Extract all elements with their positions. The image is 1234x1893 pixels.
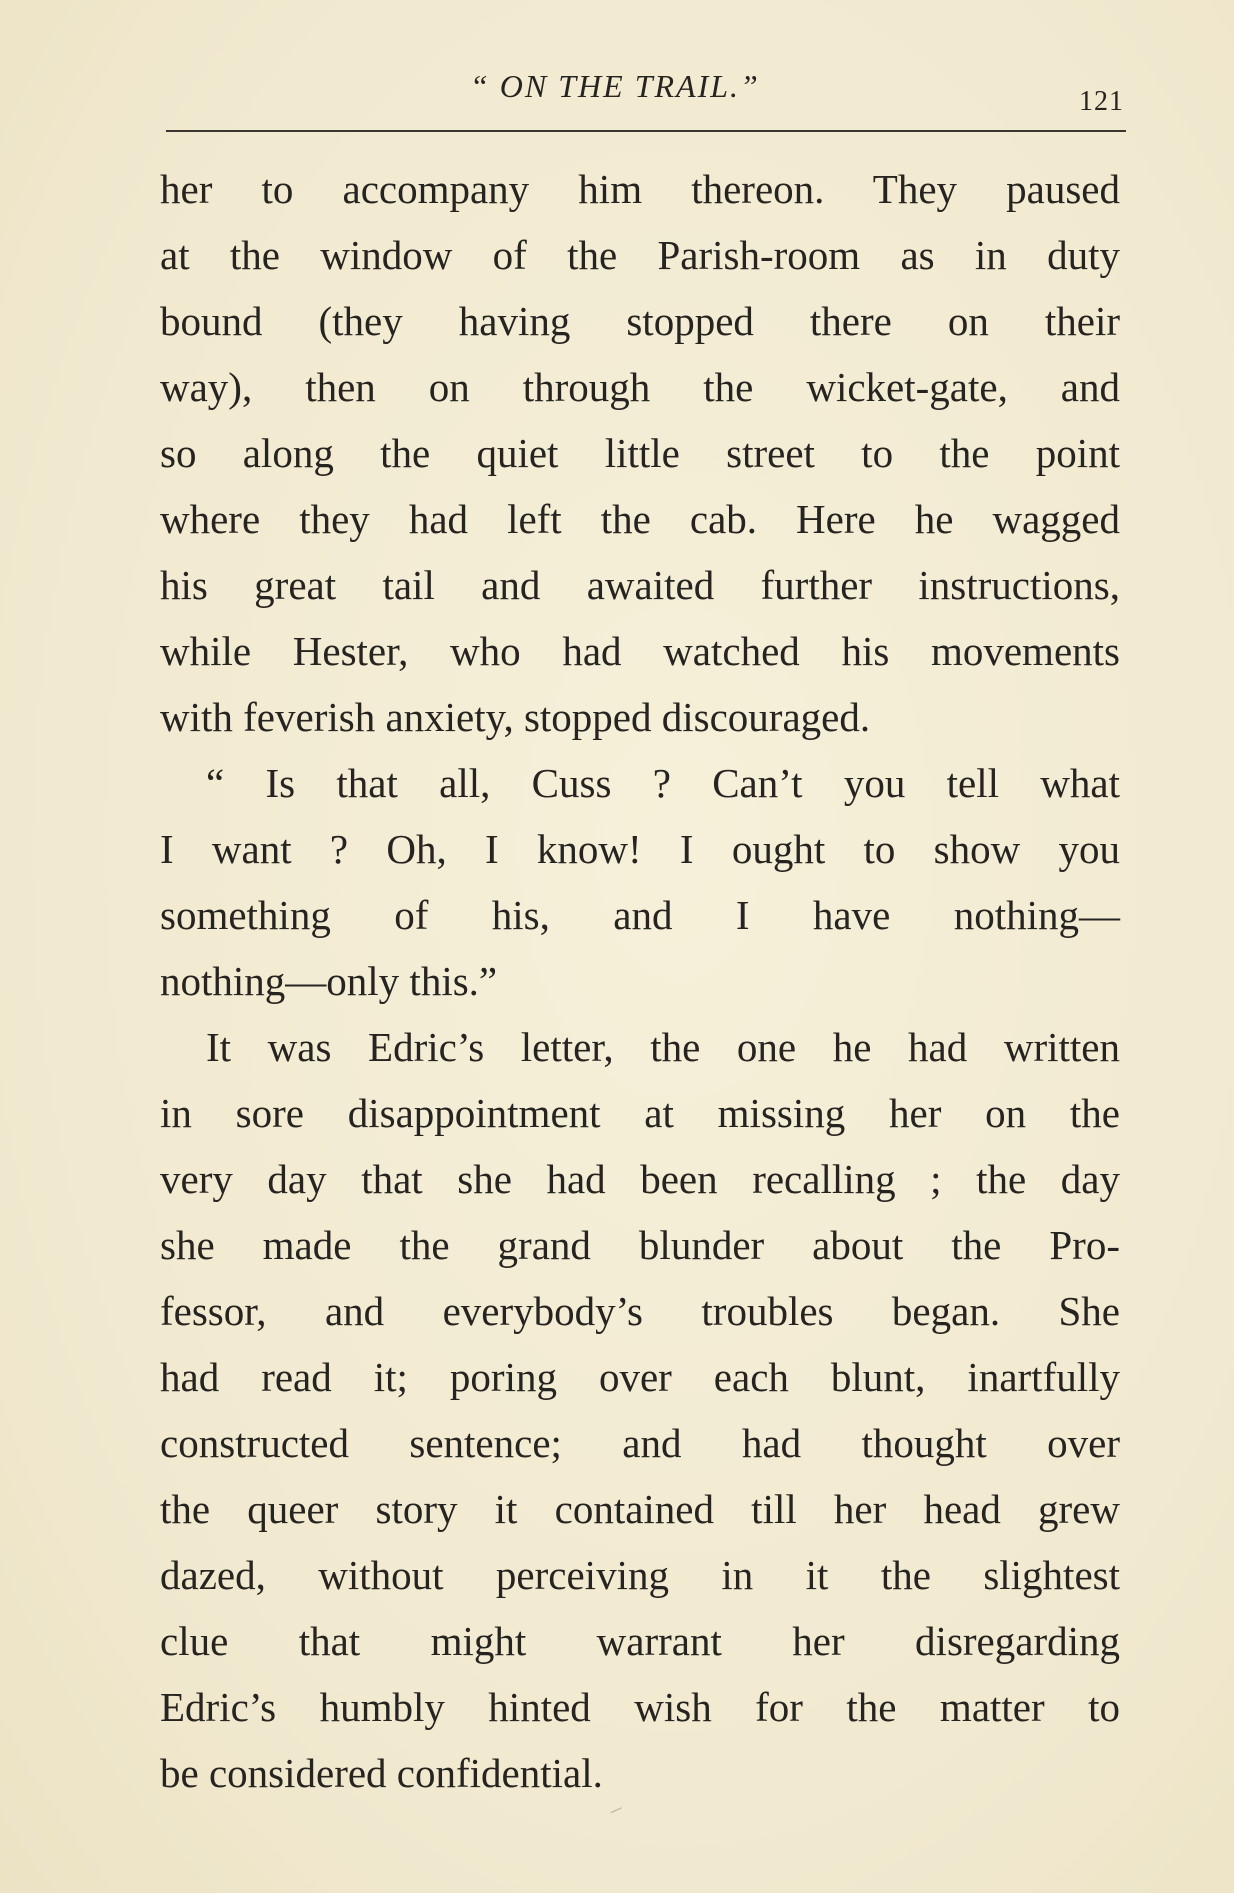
text-line: clue that might warrant her disregarding bbox=[160, 1618, 1120, 1664]
running-head-title: “ ON THE TRAIL.” bbox=[470, 68, 760, 104]
text-line: I want ? Oh, I know! I ought to show you bbox=[160, 826, 1120, 872]
header-rule bbox=[166, 130, 1126, 132]
text-line: be considered confidential. bbox=[160, 1750, 603, 1796]
text-line: where they had left the cab. Here he wagged bbox=[160, 496, 1120, 542]
text-line: had read it; poring over each blunt, inartfully bbox=[160, 1354, 1120, 1400]
body-text bbox=[160, 156, 1120, 1806]
page-number: 121 bbox=[1079, 86, 1124, 117]
text-line: at the window of the Parish-room as in duty bbox=[160, 232, 1120, 278]
text-line: her to accompany him thereon. They paused bbox=[160, 166, 1120, 212]
text-line: in sore disappointment at missing her on the bbox=[160, 1090, 1120, 1136]
text-line: constructed sentence; and had thought over bbox=[160, 1420, 1120, 1466]
text-line: with feverish anxiety, stopped discouraged. bbox=[160, 694, 871, 740]
text-line: fessor, and everybody’s troubles began. She bbox=[160, 1288, 1120, 1334]
text-line: the queer story it contained till her head grew bbox=[160, 1486, 1120, 1532]
text-line: bound (they having stopped there on their bbox=[160, 298, 1120, 344]
text-line: nothing—only this.” bbox=[160, 958, 498, 1004]
text-line: dazed, without perceiving in it the slightest bbox=[160, 1552, 1120, 1598]
text-line: she made the grand blunder about the Pro- bbox=[160, 1222, 1120, 1268]
text-line: very day that she had been recalling ; the day bbox=[160, 1156, 1120, 1202]
text-line: something of his, and I have nothing— bbox=[160, 892, 1120, 938]
text-line: “ Is that all, Cuss ? Can’t you tell what bbox=[206, 760, 1120, 806]
text-line: way), then on through the wicket-gate, and bbox=[160, 364, 1120, 410]
text-line: so along the quiet little street to the point bbox=[160, 430, 1120, 476]
text-line: while Hester, who had watched his movements bbox=[160, 628, 1120, 674]
text-line: Edric’s humbly hinted wish for the matter to bbox=[160, 1684, 1120, 1730]
text-line: It was Edric’s letter, the one he had written bbox=[206, 1024, 1120, 1070]
text-line: his great tail and awaited further instructions, bbox=[160, 562, 1120, 608]
